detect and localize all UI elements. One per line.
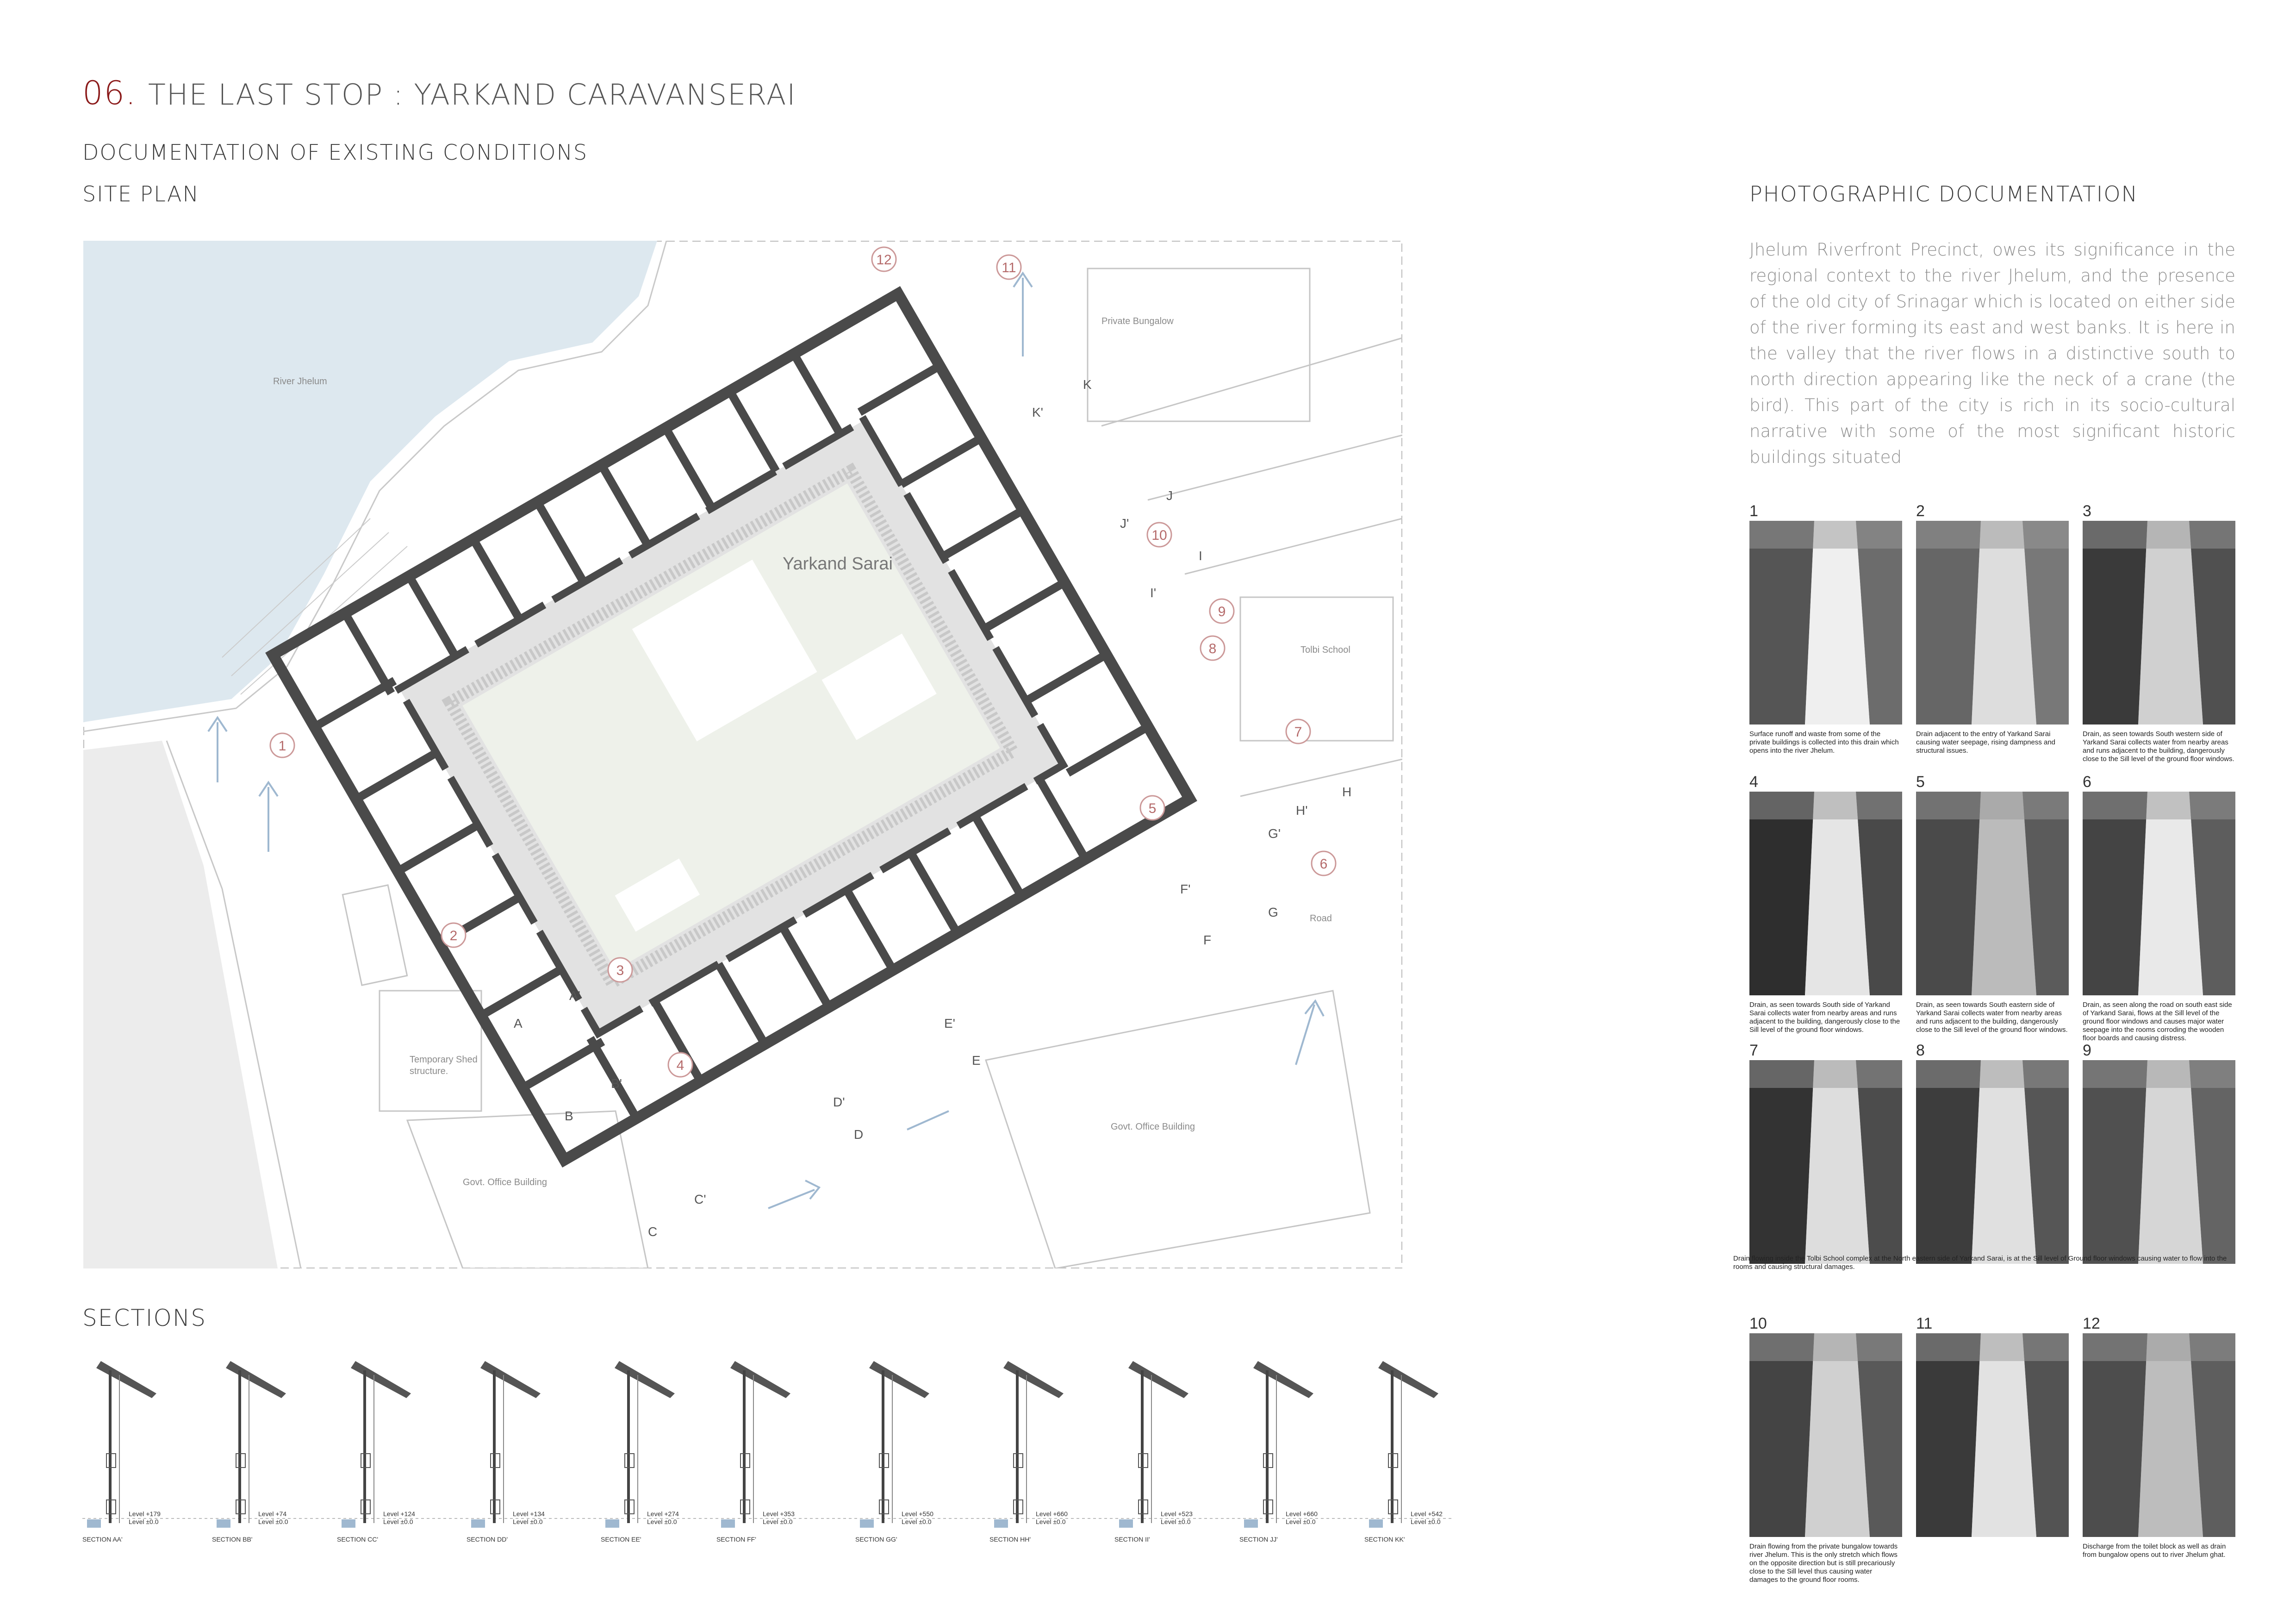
photo-caption: Drain flowing from the private bungalow towards river Jhelum. This is the only stretch which flows on the opposite direction but is still precariously close to the Sill level thus causing water damages to the ground floor rooms. bbox=[1749, 1543, 1898, 1584]
photo-image bbox=[1916, 521, 2069, 725]
site-plan-drawing bbox=[83, 241, 1402, 1268]
section-level-label: Level +274 bbox=[647, 1510, 679, 1518]
section-level-zero: Level ±0.0 bbox=[1161, 1518, 1191, 1525]
photo-number: 2 bbox=[1916, 502, 1925, 520]
section-name: SECTION EE' bbox=[601, 1536, 641, 1543]
photo-caption: Discharge from the toilet block as well as drain from bungalow opens out to river Jhelum ghat. bbox=[2083, 1543, 2226, 1559]
plan-marker-label: 11 bbox=[1002, 260, 1016, 275]
section-11 bbox=[1369, 1361, 1438, 1528]
section-name: SECTION JJ' bbox=[1239, 1536, 1278, 1543]
section-name: SECTION CC' bbox=[337, 1536, 379, 1543]
left-road bbox=[83, 741, 278, 1268]
section-cut-letter: I' bbox=[1150, 586, 1157, 600]
section-cut-letter: C' bbox=[694, 1192, 706, 1206]
section-cut-letter: F bbox=[1203, 933, 1212, 947]
section-9 bbox=[1119, 1361, 1188, 1528]
sections-heading: SECTIONS bbox=[82, 1305, 207, 1331]
photo-caption: Drain, as seen towards South western side of Yarkand Sarai collects water from nearby areas and runs adjacent to the building, dangerously close to the Sill level of the ground floor windows. bbox=[2083, 730, 2234, 763]
section-name: SECTION KK' bbox=[1364, 1536, 1405, 1543]
section-cut-letter: A bbox=[514, 1016, 523, 1031]
plan-marker-label: 7 bbox=[1294, 725, 1302, 740]
photo-caption: Drain adjacent to the entry of Yarkand Sarai causing water seepage, rising dampness and structural issues. bbox=[1916, 730, 2056, 755]
photo-number: 10 bbox=[1749, 1315, 1767, 1332]
section-level-label: Level +74 bbox=[258, 1510, 287, 1518]
plan-marker-label: 8 bbox=[1208, 641, 1217, 656]
photo-image bbox=[1916, 1333, 2069, 1537]
section-level-zero: Level ±0.0 bbox=[1286, 1518, 1316, 1525]
section-level-zero: Level ±0.0 bbox=[1036, 1518, 1066, 1525]
section-cut-letter: I bbox=[1199, 549, 1202, 563]
photo-caption: Drain, as seen towards South eastern side of Yarkand Sarai collects water from nearby areas and runs adjacent to the building, dangerously close to the Sill level of the ground floor windows. bbox=[1916, 1001, 2068, 1034]
section-cut-letter: J bbox=[1166, 488, 1173, 503]
section-cut-letter: C bbox=[648, 1224, 658, 1239]
section-cut-letter: G' bbox=[1268, 826, 1281, 841]
plan-marker-label: 3 bbox=[616, 963, 624, 978]
section-name: SECTION HH' bbox=[989, 1536, 1031, 1543]
section-cut-letter: K bbox=[1083, 377, 1092, 392]
photo-number: 1 bbox=[1749, 502, 1758, 520]
section-10 bbox=[1244, 1361, 1313, 1528]
section-8 bbox=[994, 1361, 1064, 1528]
private-bungalow-outline bbox=[1088, 269, 1310, 421]
sarai-label: Yarkand Sarai bbox=[783, 554, 893, 574]
section-level-label: Level +523 bbox=[1161, 1510, 1193, 1518]
govt-office-left-label: Govt. Office Building bbox=[463, 1177, 547, 1187]
section-name: SECTION BB' bbox=[212, 1536, 253, 1543]
section-name: SECTION GG' bbox=[855, 1536, 897, 1543]
section-5 bbox=[605, 1361, 675, 1528]
page-title: THE LAST STOP : YARKAND CARAVANSERAI bbox=[148, 78, 796, 112]
section-level-zero: Level ±0.0 bbox=[647, 1518, 677, 1525]
photo-image bbox=[1749, 792, 1902, 995]
tolbi-school-outline bbox=[1240, 597, 1393, 741]
site-plan-heading: SITE PLAN bbox=[82, 181, 199, 206]
plan-marker-label: 9 bbox=[1218, 604, 1226, 619]
temp-shed-outline bbox=[380, 991, 481, 1111]
section-7 bbox=[860, 1361, 929, 1528]
section-level-zero: Level ±0.0 bbox=[383, 1518, 413, 1525]
photo-image bbox=[1749, 521, 1902, 725]
private-bungalow-label: Private Bungalow bbox=[1101, 316, 1174, 326]
temp-shed-label-1: Temporary Shed bbox=[410, 1055, 478, 1065]
photo-image bbox=[2083, 792, 2235, 995]
section-cut-letter: E bbox=[972, 1053, 981, 1068]
section-level-label: Level +550 bbox=[902, 1510, 933, 1518]
photo-caption: Surface runoff and waste from some of the private buildings is collected into this drain which opens into the river Jhelum. bbox=[1749, 730, 1899, 755]
section-level-label: Level +542 bbox=[1411, 1510, 1443, 1518]
photo-image bbox=[2083, 521, 2235, 725]
section-level-label: Level +353 bbox=[763, 1510, 795, 1518]
photo-number: 8 bbox=[1916, 1042, 1925, 1059]
photo-image bbox=[1916, 1060, 2069, 1264]
section-level-zero: Level ±0.0 bbox=[258, 1518, 288, 1525]
photo-number: 4 bbox=[1749, 773, 1758, 791]
photo-caption: Drain, as seen towards South side of Yarkand Sarai collects water from nearby areas and runs adjacent to the building, dangerously close to the Sill level of the ground floor windows. bbox=[1749, 1001, 1900, 1034]
section-level-zero: Level ±0.0 bbox=[129, 1518, 159, 1525]
photo-image bbox=[2083, 1060, 2235, 1264]
section-cut-letter: A' bbox=[569, 988, 581, 1003]
page-subtitle: DOCUMENTATION OF EXISTING CONDITIONS bbox=[82, 140, 588, 165]
row3-caption: Drain flowing inside the Tolbi School complex at the North eastern side of Yarkand Sarai, is at the Sill level of Ground floor windows causing water to flow into the rooms and causing structural damages. bbox=[1733, 1255, 2227, 1271]
section-level-zero: Level ±0.0 bbox=[513, 1518, 543, 1525]
section-name: SECTION II' bbox=[1114, 1536, 1150, 1543]
plan-marker-label: 10 bbox=[1151, 528, 1167, 543]
temp-shed-label-2: structure. bbox=[410, 1066, 448, 1076]
section-name: SECTION FF' bbox=[716, 1536, 756, 1543]
section-3 bbox=[342, 1361, 411, 1528]
photo-image bbox=[2083, 1333, 2235, 1537]
section-name: SECTION DD' bbox=[467, 1536, 508, 1543]
photo-documentation-heading: PHOTOGRAPHIC DOCUMENTATION bbox=[1749, 181, 2138, 206]
section-4 bbox=[471, 1361, 541, 1528]
plan-marker-label: 5 bbox=[1148, 801, 1157, 816]
section-1 bbox=[87, 1361, 156, 1528]
photo-number: 7 bbox=[1749, 1042, 1758, 1059]
photo-image bbox=[1749, 1333, 1902, 1537]
plan-marker-label: 2 bbox=[449, 928, 458, 943]
section-cut-letter: K' bbox=[1032, 405, 1044, 419]
photo-number: 6 bbox=[2083, 773, 2091, 791]
section-level-label: Level +660 bbox=[1286, 1510, 1318, 1518]
photo-number: 3 bbox=[2083, 502, 2091, 520]
section-level-zero: Level ±0.0 bbox=[902, 1518, 932, 1525]
section-name: SECTION AA' bbox=[82, 1536, 123, 1543]
title-number: 06. bbox=[82, 74, 137, 112]
plan-marker-label: 12 bbox=[876, 252, 892, 268]
section-cut-letter: H' bbox=[1296, 803, 1308, 818]
plan-marker-label: 1 bbox=[278, 738, 286, 754]
section-cut-letter: F' bbox=[1180, 882, 1191, 896]
plan-marker-label: 6 bbox=[1319, 856, 1328, 872]
river-label: River Jhelum bbox=[273, 376, 327, 387]
section-level-zero: Level ±0.0 bbox=[763, 1518, 793, 1525]
photo-number: 9 bbox=[2083, 1042, 2091, 1059]
road-label: Road bbox=[1310, 913, 1332, 924]
plan-marker-label: 4 bbox=[676, 1058, 684, 1073]
photo-number: 11 bbox=[1916, 1315, 1933, 1332]
intro-paragraph: Jhelum Riverfront Precinct, owes its significance in the regional context to the river Jhelum, and the presence of the old city of Srinagar which is located on either side of the river forming its east and west banks. It is here in the valley that the river flows in a distinctive south to north direction appearing like the neck of a crane (the bird). This part of the city is rich in its socio-cultural narrative with some of the most significant historic buildings situated bbox=[1749, 240, 2235, 467]
section-6 bbox=[721, 1361, 790, 1528]
section-cut-letter: J' bbox=[1120, 516, 1129, 531]
section-cut-letter: B' bbox=[611, 1076, 622, 1091]
photo-image bbox=[1916, 792, 2069, 995]
section-level-zero: Level ±0.0 bbox=[1411, 1518, 1441, 1525]
section-cut-letter: B bbox=[565, 1109, 573, 1123]
section-2 bbox=[217, 1361, 286, 1528]
section-level-label: Level +134 bbox=[513, 1510, 545, 1518]
section-cut-letter: D' bbox=[833, 1095, 845, 1109]
section-cut-letter: G bbox=[1268, 905, 1278, 919]
photo-image bbox=[1749, 1060, 1902, 1264]
tolbi-school-label: Tolbi School bbox=[1300, 645, 1350, 655]
govt-office-right-label: Govt. Office Building bbox=[1111, 1122, 1195, 1132]
photo-caption: Drain, as seen along the road on south east side of Yarkand Sarai, flows at the Sill level of the ground floor windows and causes major water seepage into the rooms corroding the wooden floor boards and causing distress. bbox=[2083, 1001, 2232, 1042]
section-cut-letter: E' bbox=[944, 1016, 956, 1031]
photo-number: 5 bbox=[1916, 773, 1925, 791]
sections-drawing bbox=[82, 1343, 1452, 1574]
section-cut-letter: D bbox=[854, 1127, 864, 1142]
section-level-label: Level +179 bbox=[129, 1510, 161, 1518]
section-cut-letter: H bbox=[1342, 785, 1352, 799]
section-level-label: Level +660 bbox=[1036, 1510, 1068, 1518]
photo-number: 12 bbox=[2083, 1315, 2100, 1332]
section-level-label: Level +124 bbox=[383, 1510, 415, 1518]
